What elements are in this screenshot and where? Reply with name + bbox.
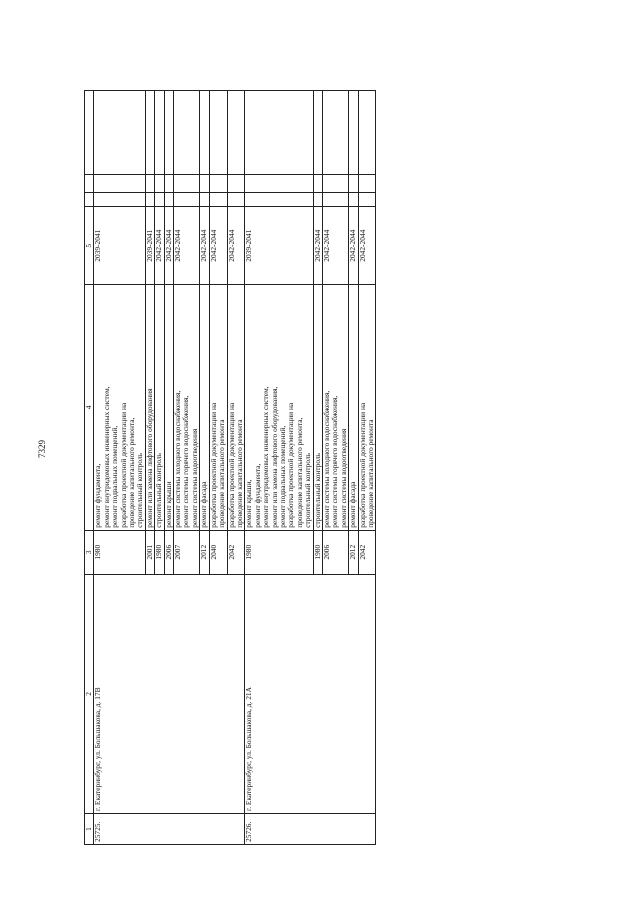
header-col-2: 2 xyxy=(85,574,94,813)
work-line: проведение капитального ремонта xyxy=(234,419,244,528)
empty-col-8 xyxy=(209,91,227,175)
work-cell xyxy=(322,285,348,531)
work-cell xyxy=(349,285,358,531)
work-line: разработка проектной документации на xyxy=(118,402,128,528)
work-cell xyxy=(200,285,209,531)
period-cell: 2039-2041 xyxy=(145,207,154,285)
empty-col-6 xyxy=(94,193,145,207)
work-cell xyxy=(227,285,245,531)
empty-col-6 xyxy=(174,193,200,207)
empty-col-7 xyxy=(358,175,376,193)
year-cell: 2007 xyxy=(174,530,200,574)
work-line: ремонт системы водоотведения xyxy=(338,428,348,528)
empty-col-7 xyxy=(164,175,173,193)
empty-col-8 xyxy=(313,91,322,175)
empty-col-6 xyxy=(209,193,227,207)
building-address: г. Екатеринбург, ул. Большакова, д. 17В xyxy=(94,574,245,813)
work-line: разработка проектной документации на xyxy=(226,402,236,528)
work-line: ремонт системы горячего водоснабжения, xyxy=(181,395,191,528)
period-cell: 2042-2044 xyxy=(174,207,200,285)
rotated-page-content xyxy=(84,90,497,845)
header-col-5: 5 xyxy=(85,207,94,285)
empty-col-8 xyxy=(245,91,313,175)
empty-col-6 xyxy=(155,193,164,207)
empty-col-6 xyxy=(164,193,173,207)
empty-col-8 xyxy=(200,91,209,175)
work-line: ремонт внутридомовых инженерных систем, xyxy=(101,386,111,528)
period-cell: 2039-2041 xyxy=(94,207,145,285)
empty-col-7 xyxy=(145,175,154,193)
empty-col-8 xyxy=(145,91,154,175)
empty-col-7 xyxy=(313,175,322,193)
year-cell: 2042 xyxy=(227,530,245,574)
year-cell: 2042 xyxy=(358,530,376,574)
work-cell xyxy=(245,285,313,531)
empty-col-6 xyxy=(313,193,322,207)
empty-col-7 xyxy=(209,175,227,193)
work-line: ремонт подвальных помещений, xyxy=(277,425,287,528)
work-cell xyxy=(174,285,200,531)
work-line: ремонт фундамента, xyxy=(93,463,103,528)
header-col-4: 4 xyxy=(85,285,94,531)
empty-col-6 xyxy=(322,193,348,207)
period-cell: 2042-2044 xyxy=(164,207,173,285)
table-body xyxy=(94,91,376,845)
work-line: ремонт системы холодного водоснабжения, xyxy=(321,390,331,528)
year-cell: 2012 xyxy=(349,530,358,574)
year-cell: 2006 xyxy=(322,530,348,574)
work-cell xyxy=(358,285,376,531)
work-line: ремонт фасада xyxy=(199,481,209,528)
work-line: ремонт крыши, xyxy=(244,479,254,528)
empty-col-8 xyxy=(174,91,200,175)
empty-col-6 xyxy=(227,193,245,207)
header-col-8 xyxy=(85,91,94,175)
empty-col-7 xyxy=(94,175,145,193)
empty-col-8 xyxy=(349,91,358,175)
empty-col-8 xyxy=(94,91,145,175)
work-line: разработка проектной документации на xyxy=(357,402,367,528)
work-line: строительный контроль xyxy=(154,452,164,528)
work-line: проведение капитального ремонта, xyxy=(294,417,304,528)
header-col-1: 1 xyxy=(85,813,94,844)
work-line: ремонт системы холодного водоснабжения, xyxy=(173,390,183,528)
table-row xyxy=(94,91,145,845)
empty-col-6 xyxy=(145,193,154,207)
building-address: г. Екатеринбург, ул. Большакова, д. 21А xyxy=(245,574,376,813)
work-line: строительный контроль xyxy=(135,452,145,528)
header-col-3: 3 xyxy=(85,530,94,574)
empty-col-7 xyxy=(349,175,358,193)
building-number: 25725. xyxy=(94,813,245,844)
header-col-6 xyxy=(85,193,94,207)
year-cell: 2040 xyxy=(209,530,227,574)
empty-col-7 xyxy=(174,175,200,193)
capital-repair-table xyxy=(84,90,376,845)
work-line: ремонт или замена лифтового оборудования xyxy=(144,388,154,528)
period-cell: 2042-2044 xyxy=(322,207,348,285)
empty-col-6 xyxy=(200,193,209,207)
work-cell xyxy=(94,285,145,531)
page-number: 7329 xyxy=(37,440,47,458)
period-cell: 2039-2041 xyxy=(245,207,313,285)
work-line: ремонт подвальных помещений, xyxy=(110,425,120,528)
empty-col-7 xyxy=(200,175,209,193)
year-cell: 2006 xyxy=(164,530,173,574)
empty-col-7 xyxy=(155,175,164,193)
work-line: ремонт фундамента, xyxy=(252,463,262,528)
empty-col-8 xyxy=(322,91,348,175)
work-line: проведение капитального ремонта xyxy=(217,419,227,528)
work-line: ремонт крыши xyxy=(163,481,173,528)
empty-col-7 xyxy=(227,175,245,193)
empty-col-8 xyxy=(227,91,245,175)
year-cell: 2001 xyxy=(145,530,154,574)
empty-col-8 xyxy=(164,91,173,175)
work-line: ремонт или замена лифтового оборудования, xyxy=(269,386,279,528)
empty-col-8 xyxy=(358,91,376,175)
period-cell: 2042-2044 xyxy=(155,207,164,285)
empty-col-7 xyxy=(245,175,313,193)
work-line: ремонт системы водоотведения xyxy=(189,428,199,528)
empty-col-6 xyxy=(349,193,358,207)
year-cell: 1980 xyxy=(94,530,145,574)
work-line: строительный контроль xyxy=(312,452,322,528)
year-cell: 2012 xyxy=(200,530,209,574)
period-cell: 2042-2044 xyxy=(209,207,227,285)
header-col-7 xyxy=(85,175,94,193)
work-cell xyxy=(209,285,227,531)
work-line: ремонт фасада xyxy=(348,481,358,528)
work-line: разработка проектной документации на xyxy=(208,402,218,528)
empty-col-8 xyxy=(155,91,164,175)
period-cell: 2042-2044 xyxy=(349,207,358,285)
period-cell: 2042-2044 xyxy=(313,207,322,285)
year-cell: 1980 xyxy=(245,530,313,574)
work-line: разработка проектной документации на xyxy=(286,402,296,528)
empty-col-6 xyxy=(358,193,376,207)
work-line: строительный контроль xyxy=(303,452,313,528)
empty-col-7 xyxy=(322,175,348,193)
period-cell: 2042-2044 xyxy=(200,207,209,285)
empty-col-6 xyxy=(245,193,313,207)
table-row xyxy=(245,91,313,845)
work-line: проведение капитального ремонта xyxy=(366,419,375,528)
period-cell: 2042-2044 xyxy=(227,207,245,285)
work-cell xyxy=(155,285,164,531)
work-line: проведение капитального ремонта, xyxy=(127,417,137,528)
work-line: ремонт внутридомовых инженерных систем, xyxy=(261,386,271,528)
work-line: ремонт системы горячего водоснабжения, xyxy=(330,395,340,528)
year-cell: 1980 xyxy=(313,530,322,574)
building-number: 25726. xyxy=(245,813,376,844)
period-cell: 2042-2044 xyxy=(358,207,376,285)
year-cell: 1980 xyxy=(155,530,164,574)
